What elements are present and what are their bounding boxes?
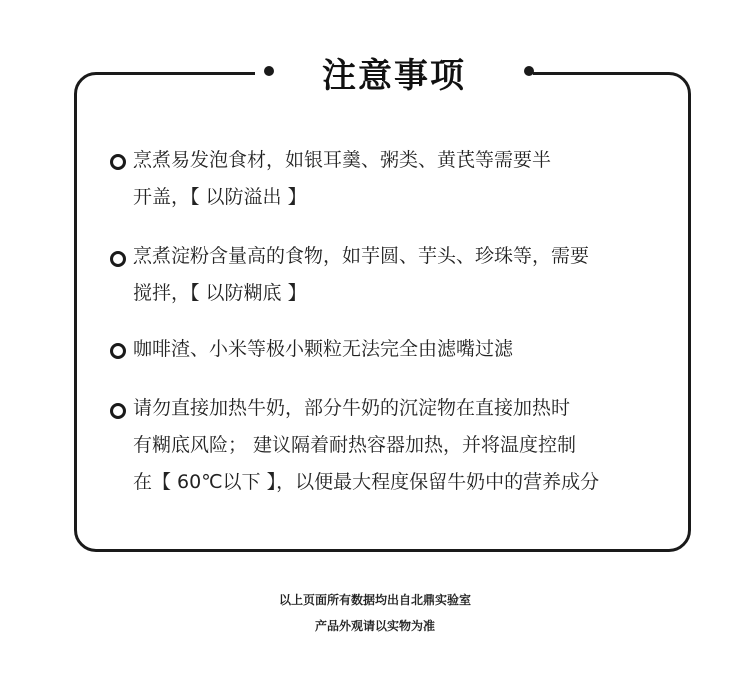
title-banner: [255, 44, 533, 100]
item-line: 搅拌，【 以防糊底 】: [133, 282, 307, 304]
bullet-icon: [110, 403, 126, 419]
list-item: [133, 142, 673, 216]
list-item: [133, 390, 673, 501]
bullet-icon: [110, 154, 126, 170]
list-item: [133, 238, 673, 312]
title-right-dot: [524, 66, 534, 76]
item-line: 在【 60℃以下 】，以便最大程度保留牛奶中的营养成分: [133, 471, 600, 493]
bullet-icon: [110, 343, 126, 359]
page-title: 注意事项: [322, 55, 466, 96]
bullet-icon: [110, 251, 126, 267]
item-line: 有糊底风险； 建议隔着耐热容器加热，并将温度控制: [133, 434, 577, 456]
title-left-dot: [264, 66, 274, 76]
item-line: 烹煮易发泡食材，如银耳羹、粥类、黄芪等需要半: [133, 149, 552, 171]
footer-note: 产品外观请以实物为准: [314, 619, 435, 633]
item-line: 开盖，【 以防溢出 】: [133, 186, 307, 208]
footer-note: 以上页面所有数据均出自北鼎实验室: [278, 593, 471, 607]
item-line: 请勿直接加热牛奶，部分牛奶的沉淀物在直接加热时: [133, 397, 571, 419]
item-line: 烹煮淀粉含量高的食物，如芋圆、芋头、珍珠等，需要: [133, 245, 590, 267]
list-item: [133, 331, 673, 368]
item-line: 咖啡渣、小米等极小颗粒无法完全由滤嘴过滤: [133, 338, 514, 360]
